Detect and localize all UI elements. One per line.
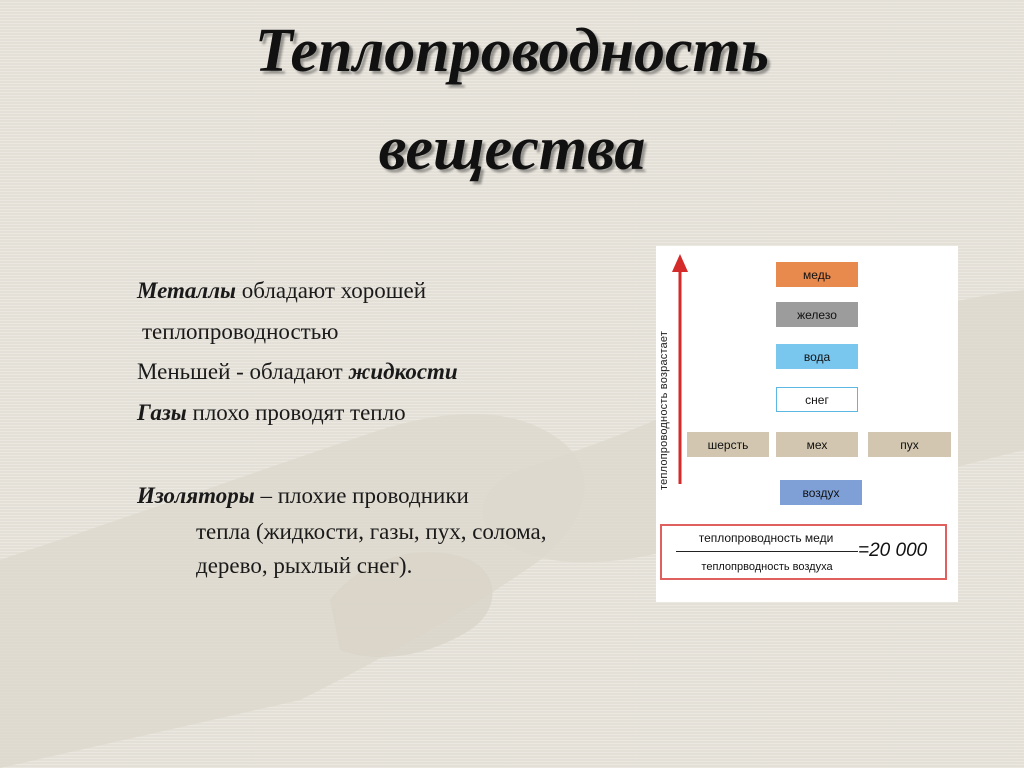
- material-wool: шерсть: [687, 432, 769, 457]
- material-copper: медь: [776, 262, 858, 287]
- material-snow: снег: [776, 387, 858, 412]
- insulators-text: – плохие проводники: [254, 483, 469, 508]
- formula-denominator: теплопрводность воздуха: [701, 561, 833, 573]
- paragraph-gases: [137, 399, 406, 427]
- material-iron: железо: [776, 302, 858, 327]
- formula-numerator: теплопроводность меди: [698, 531, 834, 545]
- conductivity-figure: [656, 246, 958, 602]
- liquids-text: Меньшей - обладают: [137, 359, 349, 384]
- material-air: воздух: [780, 480, 862, 505]
- material-water: вода: [776, 344, 858, 369]
- formula-fraction-line: [676, 551, 858, 552]
- axis-arrowhead: [672, 254, 688, 272]
- gases-term: Газы: [137, 400, 187, 425]
- conductivity-ratio-formula: [660, 524, 947, 580]
- material-fur: мех: [776, 432, 858, 457]
- insulators-term: Изоляторы: [137, 483, 255, 508]
- title-line-2: вещества: [378, 115, 646, 183]
- metals-term: Металлы: [137, 278, 236, 303]
- gases-text: плохо проводят тепло: [186, 400, 406, 425]
- axis-label: теплопроводность возрастает: [658, 330, 670, 490]
- paragraph-metals: [137, 277, 426, 305]
- paragraph-metals-cont: теплопроводностью: [142, 319, 339, 344]
- formula-result: =20 000: [858, 540, 928, 561]
- title-line-1: Теплопроводность: [254, 17, 770, 85]
- paragraph-liquids: [137, 358, 458, 386]
- liquids-term: жидкости: [348, 359, 458, 384]
- paragraph-insulators-cont: тепла (жидкости, газы, пух, солома, дерево, рыхлый снег).: [196, 519, 547, 578]
- paragraph-insulators: [137, 482, 469, 510]
- metals-text: обладают хорошей: [236, 278, 427, 303]
- background-hand-left: [0, 414, 585, 768]
- material-down: пух: [868, 432, 951, 457]
